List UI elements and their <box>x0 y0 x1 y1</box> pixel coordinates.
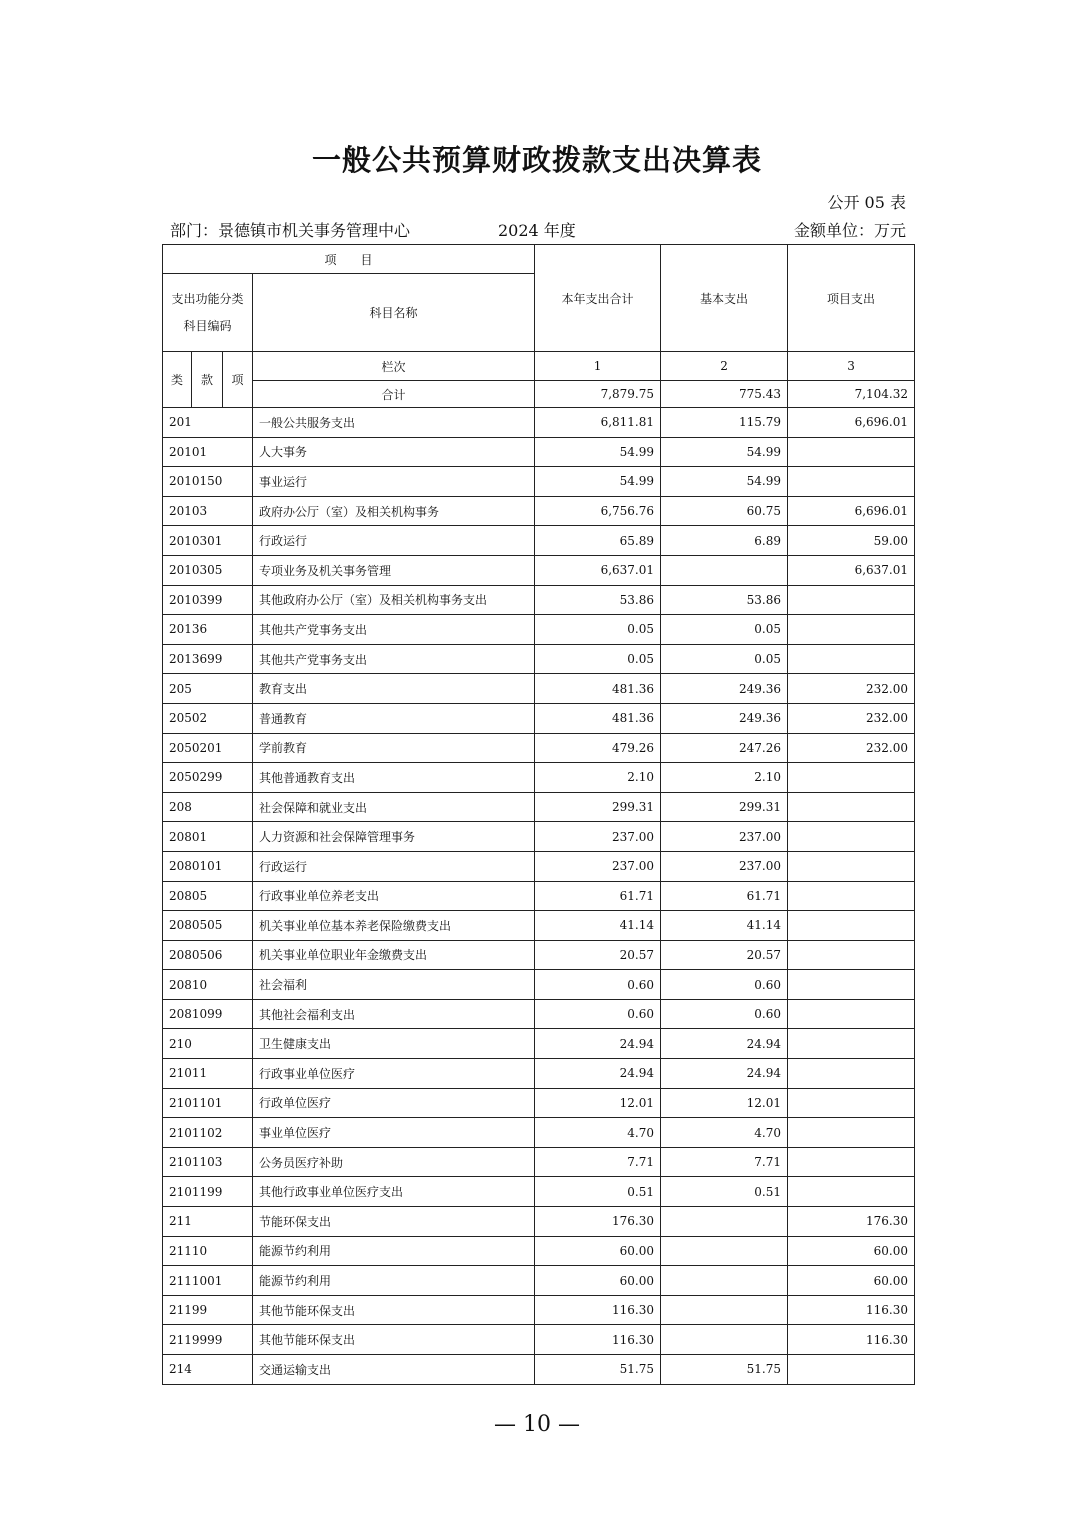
row-code: 201 <box>163 408 253 438</box>
row-subject-name: 卫生健康支出 <box>253 1029 535 1059</box>
row-subject-name: 行政单位医疗 <box>253 1088 535 1118</box>
row-code: 20502 <box>163 703 253 733</box>
row-project <box>788 437 915 467</box>
row-code: 2101102 <box>163 1118 253 1148</box>
row-project <box>788 851 915 881</box>
row-subject-name: 学前教育 <box>253 733 535 763</box>
table-row <box>163 526 915 556</box>
row-code: 2050201 <box>163 733 253 763</box>
row-project <box>788 1355 915 1385</box>
table-row <box>163 467 915 497</box>
row-project <box>788 763 915 793</box>
header-col1: 1 <box>535 352 661 381</box>
row-code: 2010399 <box>163 585 253 615</box>
row-subject-name: 其他普通教育支出 <box>253 763 535 793</box>
table-row <box>163 496 915 526</box>
row-project: 232.00 <box>788 703 915 733</box>
row-subject-name: 机关事业单位基本养老保险缴费支出 <box>253 911 535 941</box>
row-project <box>788 999 915 1029</box>
amount-unit: 金额单位：万元 <box>793 221 906 240</box>
row-project <box>788 822 915 852</box>
row-project: 232.00 <box>788 733 915 763</box>
row-code: 21199 <box>163 1295 253 1325</box>
header-project: 项 目 <box>163 245 535 274</box>
row-total: 481.36 <box>535 674 661 704</box>
row-subject-name: 能源节约利用 <box>253 1236 535 1266</box>
row-project: 176.30 <box>788 1207 915 1237</box>
row-basic: 20.57 <box>661 940 788 970</box>
row-basic: 2.10 <box>661 763 788 793</box>
row-subject-name: 公务员医疗补助 <box>253 1147 535 1177</box>
row-project: 60.00 <box>788 1266 915 1296</box>
table-row <box>163 970 915 1000</box>
row-subject-name: 行政运行 <box>253 851 535 881</box>
row-subject-name: 其他节能环保支出 <box>253 1325 535 1355</box>
row-project <box>788 585 915 615</box>
row-code: 2080101 <box>163 851 253 881</box>
row-subject-name: 社会福利 <box>253 970 535 1000</box>
row-basic: 6.89 <box>661 526 788 556</box>
header-code-group: 支出功能分类科目编码 <box>163 274 253 352</box>
row-basic: 237.00 <box>661 851 788 881</box>
row-code: 2081099 <box>163 999 253 1029</box>
row-code: 20805 <box>163 881 253 911</box>
row-basic: 24.94 <box>661 1029 788 1059</box>
expenditure-table <box>162 244 915 1385</box>
row-subject-name: 行政事业单位养老支出 <box>253 881 535 911</box>
table-row <box>163 1295 915 1325</box>
sum-label: 合计 <box>253 381 535 408</box>
row-subject-name: 一般公共服务支出 <box>253 408 535 438</box>
row-project: 6,696.01 <box>788 496 915 526</box>
row-subject-name: 专项业务及机关事务管理 <box>253 555 535 585</box>
table-row <box>163 1029 915 1059</box>
table-row <box>163 792 915 822</box>
table-row <box>163 674 915 704</box>
row-code: 21011 <box>163 1059 253 1089</box>
row-code: 2111001 <box>163 1266 253 1296</box>
row-basic <box>661 1236 788 1266</box>
row-basic: 51.75 <box>661 1355 788 1385</box>
row-subject-name: 事业运行 <box>253 467 535 497</box>
row-total: 6,756.76 <box>535 496 661 526</box>
row-basic: 299.31 <box>661 792 788 822</box>
row-basic <box>661 1207 788 1237</box>
row-total: 65.89 <box>535 526 661 556</box>
row-code: 20801 <box>163 822 253 852</box>
row-basic <box>661 1325 788 1355</box>
form-number: 公开 05 表 <box>827 193 906 212</box>
row-project <box>788 1088 915 1118</box>
table-row <box>163 940 915 970</box>
row-subject-name: 交通运输支出 <box>253 1355 535 1385</box>
table-row <box>163 822 915 852</box>
table-row <box>163 1207 915 1237</box>
row-code: 20136 <box>163 615 253 645</box>
row-project: 59.00 <box>788 526 915 556</box>
row-total: 6,637.01 <box>535 555 661 585</box>
row-total: 24.94 <box>535 1059 661 1089</box>
row-basic: 237.00 <box>661 822 788 852</box>
row-basic <box>661 555 788 585</box>
row-project <box>788 1029 915 1059</box>
row-code: 208 <box>163 792 253 822</box>
row-total: 2.10 <box>535 763 661 793</box>
row-code: 214 <box>163 1355 253 1385</box>
row-total: 481.36 <box>535 703 661 733</box>
row-subject-name: 人力资源和社会保障管理事务 <box>253 822 535 852</box>
row-basic: 0.05 <box>661 615 788 645</box>
row-project <box>788 881 915 911</box>
row-basic: 7.71 <box>661 1147 788 1177</box>
row-project: 60.00 <box>788 1236 915 1266</box>
row-basic <box>661 1266 788 1296</box>
row-total: 116.30 <box>535 1295 661 1325</box>
meta-line <box>170 218 906 240</box>
row-project: 6,696.01 <box>788 408 915 438</box>
row-code: 2010305 <box>163 555 253 585</box>
row-project: 116.30 <box>788 1325 915 1355</box>
header-column-no: 栏次 <box>253 352 535 381</box>
row-total: 0.51 <box>535 1177 661 1207</box>
row-subject-name: 能源节约利用 <box>253 1266 535 1296</box>
row-basic: 54.99 <box>661 467 788 497</box>
row-project <box>788 1059 915 1089</box>
row-basic: 12.01 <box>661 1088 788 1118</box>
table-row <box>163 1266 915 1296</box>
row-basic: 0.60 <box>661 970 788 1000</box>
header-basic: 基本支出 <box>661 245 788 352</box>
row-basic: 53.86 <box>661 585 788 615</box>
row-basic: 249.36 <box>661 703 788 733</box>
row-project <box>788 1177 915 1207</box>
row-subject-name: 人大事务 <box>253 437 535 467</box>
header-col3: 3 <box>788 352 915 381</box>
row-project <box>788 792 915 822</box>
row-basic: 115.79 <box>661 408 788 438</box>
header-total: 本年支出合计 <box>535 245 661 352</box>
table-row <box>163 1325 915 1355</box>
row-total: 51.75 <box>535 1355 661 1385</box>
row-total: 7.71 <box>535 1147 661 1177</box>
row-project <box>788 467 915 497</box>
row-total: 176.30 <box>535 1207 661 1237</box>
table-row <box>163 1177 915 1207</box>
header-xiang: 项 <box>223 352 253 408</box>
row-code: 20103 <box>163 496 253 526</box>
fiscal-year: 2024 年度 <box>498 221 576 240</box>
row-code: 2080506 <box>163 940 253 970</box>
row-code: 210 <box>163 1029 253 1059</box>
row-total: 60.00 <box>535 1266 661 1296</box>
row-subject-name: 政府办公厅（室）及相关机构事务 <box>253 496 535 526</box>
row-subject-name: 机关事业单位职业年金缴费支出 <box>253 940 535 970</box>
row-subject-name: 社会保障和就业支出 <box>253 792 535 822</box>
table-row <box>163 1147 915 1177</box>
sum-basic: 775.43 <box>661 381 788 408</box>
header-lei: 类 <box>163 352 192 408</box>
row-code: 2119999 <box>163 1325 253 1355</box>
row-subject-name: 事业单位医疗 <box>253 1118 535 1148</box>
table-row <box>163 644 915 674</box>
row-subject-name: 其他共产党事务支出 <box>253 615 535 645</box>
row-total: 479.26 <box>535 733 661 763</box>
row-code: 2101199 <box>163 1177 253 1207</box>
row-project <box>788 911 915 941</box>
table-row <box>163 408 915 438</box>
row-code: 205 <box>163 674 253 704</box>
row-total: 237.00 <box>535 822 661 852</box>
document-title: 一般公共预算财政拨款支出决算表 <box>311 143 762 177</box>
row-basic <box>661 1295 788 1325</box>
row-total: 6,811.81 <box>535 408 661 438</box>
row-code: 2010301 <box>163 526 253 556</box>
row-total: 41.14 <box>535 911 661 941</box>
row-total: 0.60 <box>535 999 661 1029</box>
table-row <box>163 851 915 881</box>
row-basic: 24.94 <box>661 1059 788 1089</box>
row-subject-name: 行政事业单位医疗 <box>253 1059 535 1089</box>
row-subject-name: 普通教育 <box>253 703 535 733</box>
table-row <box>163 703 915 733</box>
row-subject-name: 行政运行 <box>253 526 535 556</box>
table-row <box>163 1088 915 1118</box>
table-row <box>163 615 915 645</box>
row-project <box>788 970 915 1000</box>
page-number: — 10 — <box>494 1412 580 1437</box>
header-subject-name: 科目名称 <box>253 274 535 352</box>
row-total: 4.70 <box>535 1118 661 1148</box>
table-row <box>163 881 915 911</box>
row-subject-name: 其他行政事业单位医疗支出 <box>253 1177 535 1207</box>
row-project <box>788 1118 915 1148</box>
row-basic: 61.71 <box>661 881 788 911</box>
row-basic: 0.60 <box>661 999 788 1029</box>
row-total: 61.71 <box>535 881 661 911</box>
row-total: 116.30 <box>535 1325 661 1355</box>
row-subject-name: 其他社会福利支出 <box>253 999 535 1029</box>
table-row <box>163 1118 915 1148</box>
row-total: 0.60 <box>535 970 661 1000</box>
row-project: 6,637.01 <box>788 555 915 585</box>
sum-project: 7,104.32 <box>788 381 915 408</box>
table-row <box>163 555 915 585</box>
header-kuan: 款 <box>192 352 223 408</box>
row-subject-name: 教育支出 <box>253 674 535 704</box>
table-row <box>163 1355 915 1385</box>
row-code: 2101101 <box>163 1088 253 1118</box>
row-basic: 247.26 <box>661 733 788 763</box>
row-total: 24.94 <box>535 1029 661 1059</box>
department-label: 部门：景德镇市机关事务管理中心 <box>170 221 411 240</box>
row-basic: 249.36 <box>661 674 788 704</box>
row-subject-name: 节能环保支出 <box>253 1207 535 1237</box>
row-total: 237.00 <box>535 851 661 881</box>
row-total: 20.57 <box>535 940 661 970</box>
row-subject-name: 其他节能环保支出 <box>253 1295 535 1325</box>
row-basic: 54.99 <box>661 437 788 467</box>
row-total: 299.31 <box>535 792 661 822</box>
table-row <box>163 763 915 793</box>
row-total: 54.99 <box>535 467 661 497</box>
row-total: 54.99 <box>535 437 661 467</box>
table-row <box>163 911 915 941</box>
table-row <box>163 999 915 1029</box>
row-subject-name: 其他共产党事务支出 <box>253 644 535 674</box>
table-row <box>163 733 915 763</box>
row-total: 0.05 <box>535 615 661 645</box>
table-row <box>163 1236 915 1266</box>
row-code: 211 <box>163 1207 253 1237</box>
header-col2: 2 <box>661 352 788 381</box>
row-code: 2080505 <box>163 911 253 941</box>
row-project: 116.30 <box>788 1295 915 1325</box>
table-row <box>163 437 915 467</box>
table-row <box>163 585 915 615</box>
row-code: 21110 <box>163 1236 253 1266</box>
row-code: 2013699 <box>163 644 253 674</box>
row-basic: 41.14 <box>661 911 788 941</box>
row-project <box>788 940 915 970</box>
row-code: 20810 <box>163 970 253 1000</box>
row-project <box>788 1147 915 1177</box>
row-total: 53.86 <box>535 585 661 615</box>
sum-total: 7,879.75 <box>535 381 661 408</box>
row-subject-name: 其他政府办公厅（室）及相关机构事务支出 <box>253 585 535 615</box>
row-code: 20101 <box>163 437 253 467</box>
row-total: 0.05 <box>535 644 661 674</box>
row-code: 2101103 <box>163 1147 253 1177</box>
row-project: 232.00 <box>788 674 915 704</box>
table-row <box>163 1059 915 1089</box>
header-project-expense: 项目支出 <box>788 245 915 352</box>
row-code: 2050299 <box>163 763 253 793</box>
row-project <box>788 644 915 674</box>
row-basic: 0.51 <box>661 1177 788 1207</box>
row-total: 12.01 <box>535 1088 661 1118</box>
row-project <box>788 615 915 645</box>
row-basic: 0.05 <box>661 644 788 674</box>
row-basic: 60.75 <box>661 496 788 526</box>
row-code: 2010150 <box>163 467 253 497</box>
row-basic: 4.70 <box>661 1118 788 1148</box>
row-total: 60.00 <box>535 1236 661 1266</box>
